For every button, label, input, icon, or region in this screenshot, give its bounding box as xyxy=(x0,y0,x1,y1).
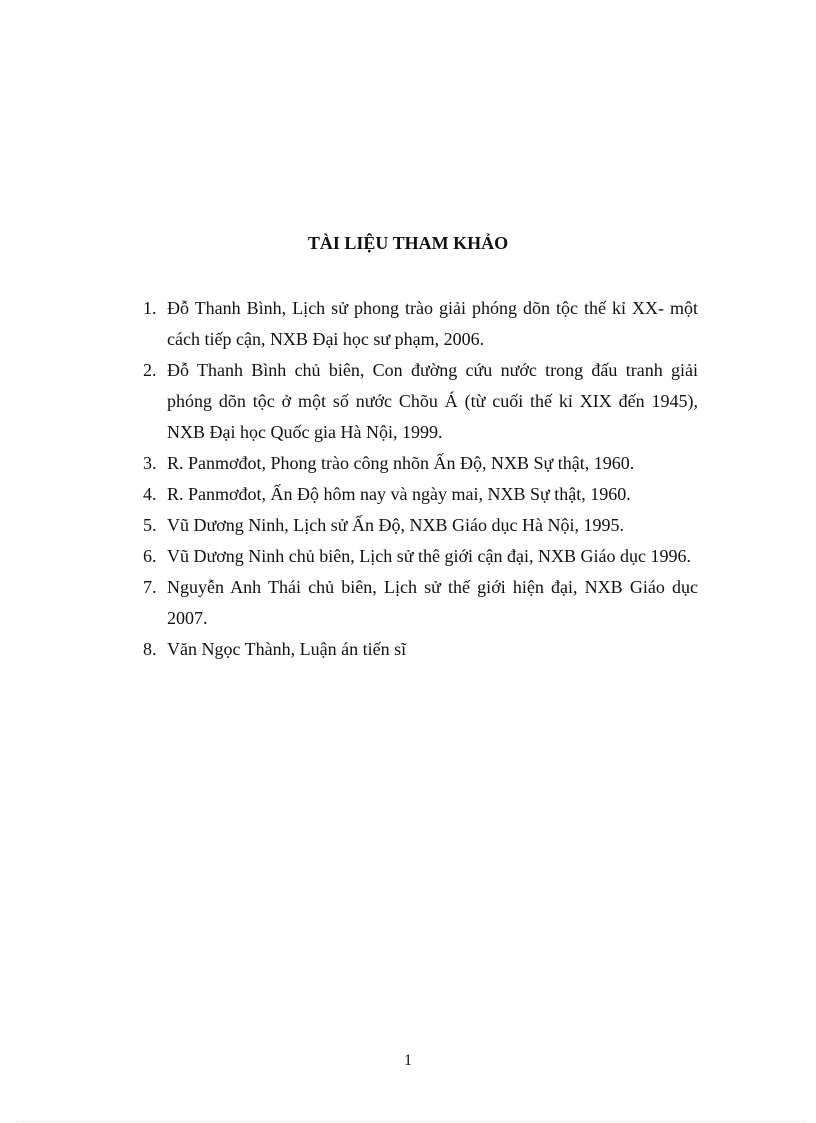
page-bottom-divider xyxy=(16,1121,806,1122)
reference-item xyxy=(143,572,698,634)
reference-item xyxy=(143,479,698,510)
reference-text: Văn Ngọc Thành, Luận án tiến sĩ xyxy=(167,639,407,659)
reference-list xyxy=(143,293,698,665)
reference-text: Đỗ Thanh Bình chủ biên, Con đường cứu nước trong đấu tranh giải phóng dõn tộc ở một số nước Chõu Á (từ cuối thế kỉ XIX đến 1945), NXB Đại học Quốc gia Hà Nội, 1999. xyxy=(167,360,698,442)
reference-item xyxy=(143,541,698,572)
reference-item xyxy=(143,355,698,448)
reference-number: 1. xyxy=(143,298,157,318)
reference-text: Đỗ Thanh Bình, Lịch sử phong trào giải phóng dõn tộc thế kỉ XX- một cách tiếp cận, NXB Đại học sư phạm, 2006. xyxy=(167,298,698,349)
reference-text: R. Panmơđot, Phong trào công nhõn Ấn Độ, NXB Sự thật, 1960. xyxy=(167,453,635,473)
reference-item xyxy=(143,448,698,479)
reference-text: Vũ Dương Ninh chủ biên, Lịch sử thê giới cận đại, NXB Giáo dục 1996. xyxy=(167,546,691,566)
reference-item xyxy=(143,510,698,541)
reference-number: 7. xyxy=(143,577,157,597)
reference-text: R. Panmơđot, Ấn Độ hôm nay và ngày mai, NXB Sự thật, 1960. xyxy=(167,484,631,504)
reference-text: Vũ Dương Ninh, Lịch sử Ấn Độ, NXB Giáo dục Hà Nội, 1995. xyxy=(167,515,624,535)
reference-text: Nguyễn Anh Thái chủ biên, Lịch sử thế giới hiện đại, NXB Giáo dục 2007. xyxy=(167,577,698,628)
reference-number: 3. xyxy=(143,453,157,473)
reference-number: 4. xyxy=(143,484,157,504)
reference-number: 6. xyxy=(143,546,157,566)
page-number: 1 xyxy=(404,1052,412,1069)
page-title: TÀI LIỆU THAM KHẢO xyxy=(307,233,509,253)
reference-number: 8. xyxy=(143,639,157,659)
reference-number: 2. xyxy=(143,360,157,380)
reference-item xyxy=(143,293,698,355)
reference-item xyxy=(143,634,698,665)
reference-number: 5. xyxy=(143,515,157,535)
